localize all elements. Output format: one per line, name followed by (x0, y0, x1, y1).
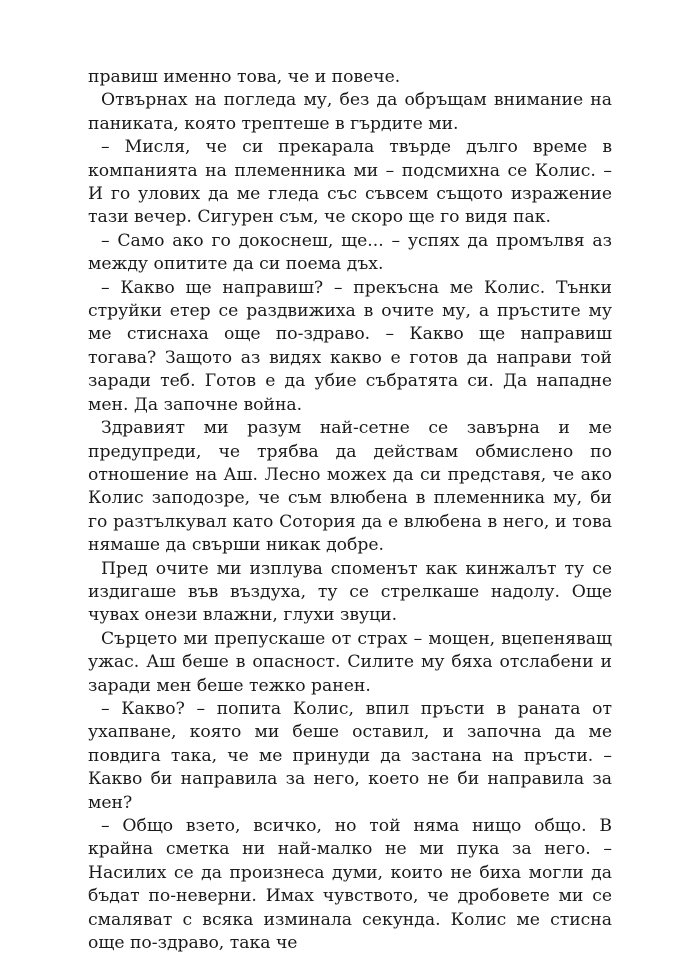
paragraph-10: – Общо взето, всичко, но той няма нищо общо. В крайна сметка ни най-малко не ми пука за него. – Насилих се да произнеса думи, които не биха могли да бъдат по-неверни. Имах чувството, че дробовете ми се смаляват с всяка изминала секунда. Колис ме стисна още по-здраво, така че (88, 816, 612, 954)
paragraph-5: – Какво ще направиш? – прекъсна ме Колис. Тънки струйки етер се раздвижиха в очите му, а пръстите му ме стиснаха още по-здраво. – Какво ще направиш тогава? Защото аз видях какво е готов да направи той заради теб. Готов е да убие събратята си. Да нападне мен. Да започне война. (88, 277, 612, 415)
paragraph-3: – Мисля, че си прекарала твърде дълго време в компанията на племенника ми – подсмихна се Колис. – И го улових да ме гледа със съвсем същото изражение тази вечер. Сигурен съм, че скоро ще го видя пак. (88, 137, 612, 228)
paragraph-8: Сърцето ми препускаше от страх – мощен, вцепеняващ ужас. Аш беше в опасност. Силите му бяха отслабени и заради мен беше тежко ранен. (88, 628, 612, 696)
paragraph-1: правиш именно това, че и повече. (88, 67, 401, 87)
paragraph-9: – Какво? – попита Колис, впил пръсти в раната от ухапване, която ми беше оставил, и започна да ме повдига така, че ме принуди да застана на пръсти. – Какво би направила за него, което не би направила за мен? (88, 698, 612, 813)
paragraph-6: Здравият ми разум най-сетне се завърна и ме предупреди, че трябва да действам обмислено по отношение на Аш. Лесно можех да си представя, че ако Колис заподозре, че съм влюбена в племенника му, би го разтълкувал като Сотория да е влюбена в него, и това нямаше да свърши никак добре. (88, 418, 612, 556)
paragraph-7: Пред очите ми изплува споменът как кинжалът ту се издигаше във въздуха, ту се стрелкаше надолу. Още чувах онези влажни, глухи звуци. (88, 558, 612, 626)
book-page (88, 66, 612, 955)
paragraph-2: Отвърнах на погледа му, без да обръщам внимание на паниката, която трептеше в гърдите ми. (88, 90, 612, 134)
paragraph-4: – Само ако го докоснеш, ще... – успях да промълвя аз между опитите да си поема дъх. (88, 230, 612, 275)
